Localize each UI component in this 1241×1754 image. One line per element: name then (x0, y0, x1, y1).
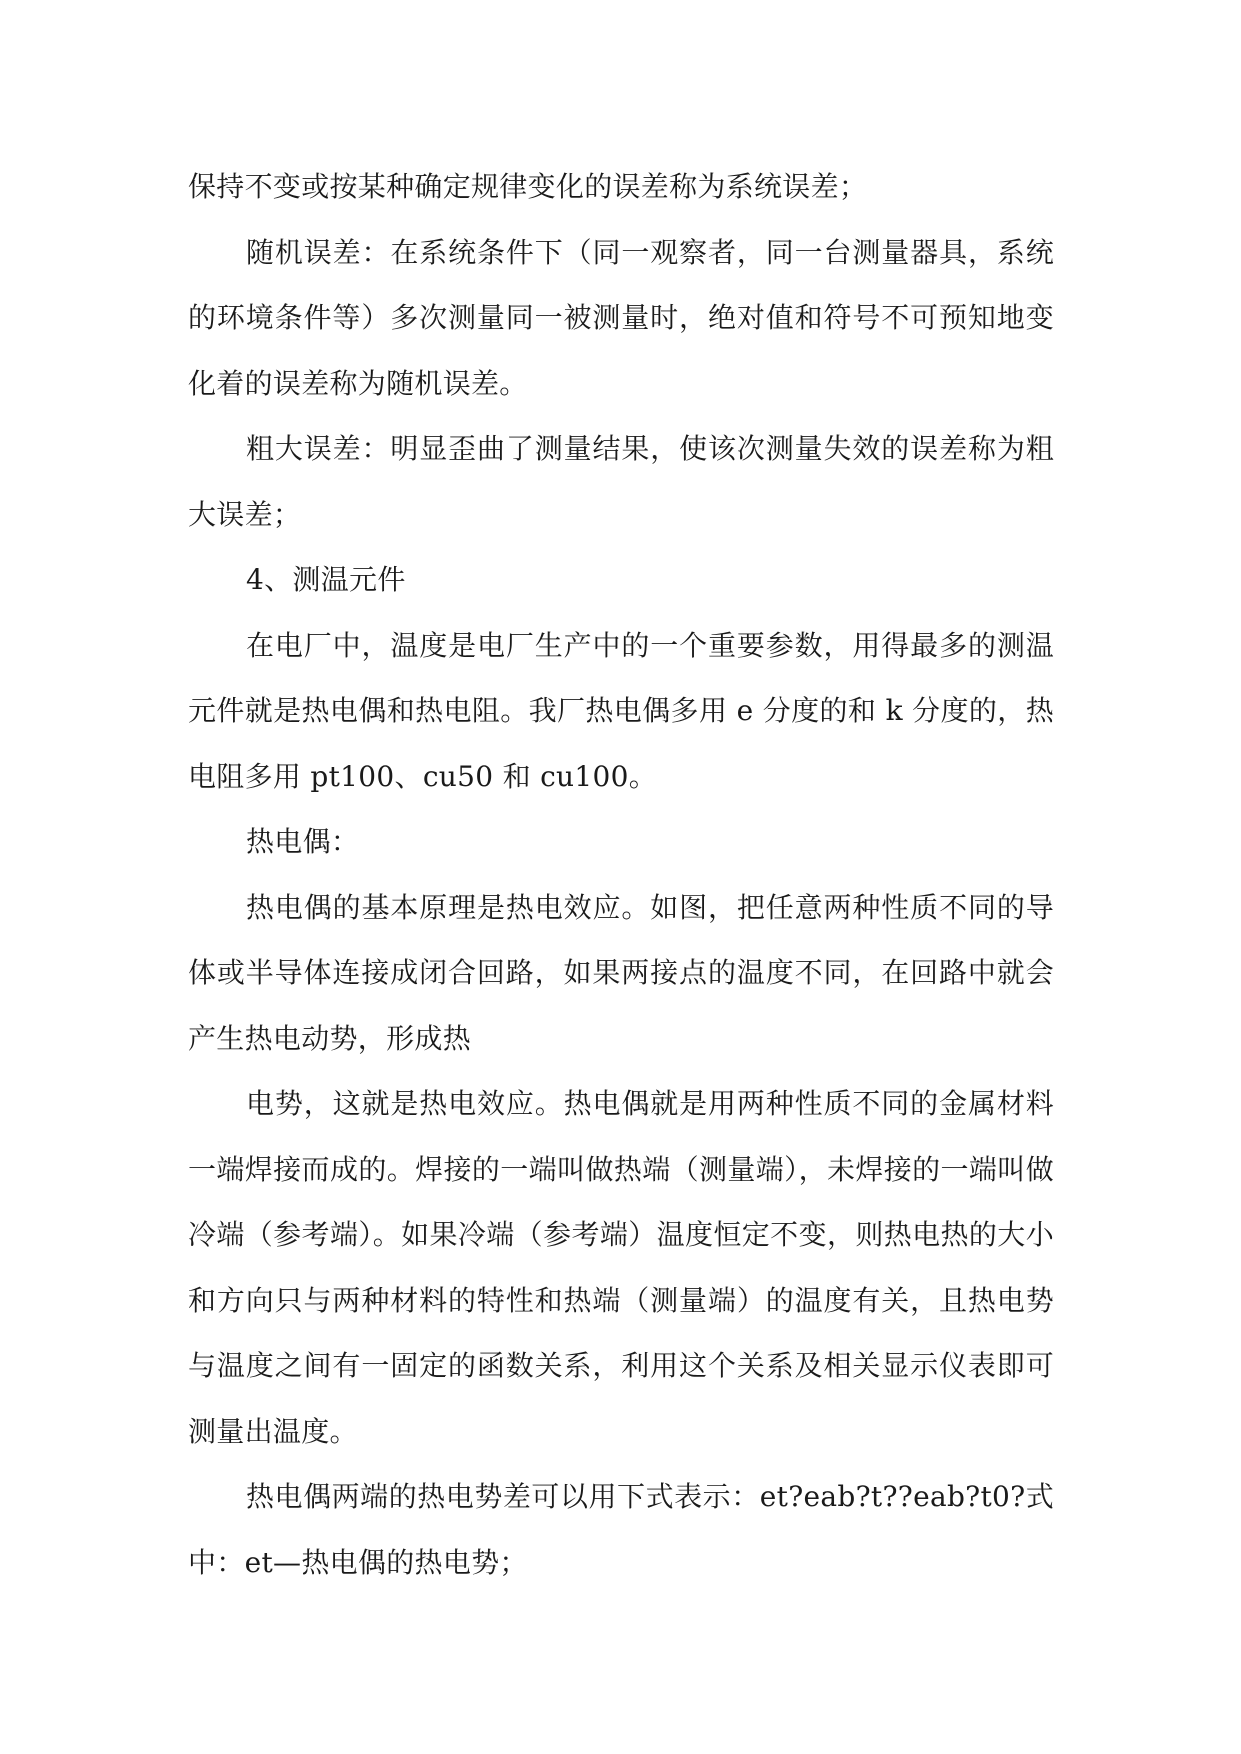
section-heading-temperature-elements: 4、测温元件 (246, 563, 406, 596)
subheading-thermocouple: 热电偶： (246, 825, 360, 858)
paragraph-gross-error: 粗大误差：明显歪曲了测量结果，使该次测量失效的误差称为粗大误差； (188, 432, 1054, 531)
paragraph-thermoelectric-effect: 电势，这就是热电效应。热电偶就是用两种性质不同的金属材料一端焊接而成的。焊接的一端叫做热端（测量端），未焊接的一端叫做冷端（参考端）。如果冷端（参考端）温度恒定不变，则热电热的大小和方向只与两种材料的特性和热端（测量端）的温度有关，且热电势与温度之间有一固定的函数关系，利用这个关系及相关显示仪表即可测量出温度。 (188, 1087, 1054, 1448)
paragraph-thermocouple-principle: 热电偶的基本原理是热电效应。如图，把任意两种性质不同的导体或半导体连接成闭合回路，如果两接点的温度不同，在回路中就会产生热电动势，形成热 (188, 890, 1054, 1055)
paragraph-random-error: 随机误差：在系统条件下（同一观察者，同一台测量器具，系统的环境条件等）多次测量同一被测量时，绝对值和符号不可预知地变化着的误差称为随机误差。 (188, 235, 1054, 400)
paragraph-emf-formula: 热电偶两端的热电势差可以用下式表示：et?eab?t??eab?t0?式中：et—热电偶的热电势； (188, 1480, 1054, 1579)
paragraph-system-error-end: 保持不变或按某种确定规律变化的误差称为系统误差； (188, 170, 868, 203)
document-body (188, 154, 1054, 1595)
paragraph-power-plant-temperature: 在电厂中，温度是电厂生产中的一个重要参数，用得最多的测温元件就是热电偶和热电阻。我厂热电偶多用 e 分度的和 k 分度的，热电阻多用 pt100、cu50 和 cu100。 (188, 628, 1054, 793)
